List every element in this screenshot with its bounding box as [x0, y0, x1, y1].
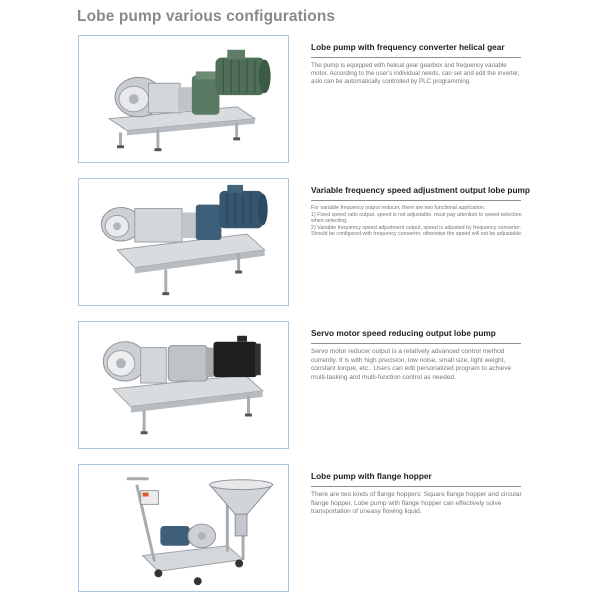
lobe-pump-flange-hopper-photo [78, 464, 289, 592]
item-description [311, 491, 523, 517]
config-item-servo-motor [78, 321, 523, 449]
description-paragraph: There are two kinds of flange hoppers: Square flange hopper and circular flange hopper. Lobe pump with flange hopper can effectively solve transportation of uneasy flowing liquid. [311, 491, 522, 515]
config-item-flange-hopper [78, 464, 523, 592]
lobe-pump-helical-gear-photo [78, 35, 289, 163]
description-paragraph: Servo motor reducer output is a relatively advanced control method currently. It is with high precision, low noise, small size, light weight, constant torque, etc.. Users can edit personalized program to achieve multi-tasking and multi-function control as needed. [311, 348, 512, 381]
item-heading: Lobe pump with frequency converter helical gear [311, 42, 521, 58]
config-item-variable-frequency [78, 178, 530, 306]
item-heading: Variable frequency speed adjustment output lobe pump [311, 185, 521, 201]
page-title: Lobe pump various configurations [77, 8, 336, 25]
item-description [311, 348, 523, 382]
description-paragraph: The pump is equipped with helical gear gearbox and frequency variable motor. According to the user's individual needs, can set and edit the inverter, aslo can be automatically controlled by PLC programming. [311, 62, 520, 85]
lobe-pump-variable-frequency-photo [78, 178, 289, 306]
lobe-pump-servo-motor-photo [78, 321, 289, 449]
description-paragraph: For variable frequency output reducer, there are two functional application. [311, 205, 486, 211]
item-heading: Servo motor speed reducing output lobe pump [311, 328, 521, 344]
description-paragraph: 1) Fixed speed ratio output, speed is not adjustable, must pay attention to speed selection when selecting. [311, 211, 522, 225]
description-paragraph: 2) Variable frequency speed adjustment output, speed is adjusted by frequency converter. Should be configured with frequency converter, otherwise the speed will not be adjustable. [311, 224, 523, 238]
item-description [311, 205, 523, 238]
item-heading: Lobe pump with flange hopper [311, 471, 521, 487]
item-description [311, 62, 523, 86]
config-item-helical-gear [78, 35, 523, 163]
